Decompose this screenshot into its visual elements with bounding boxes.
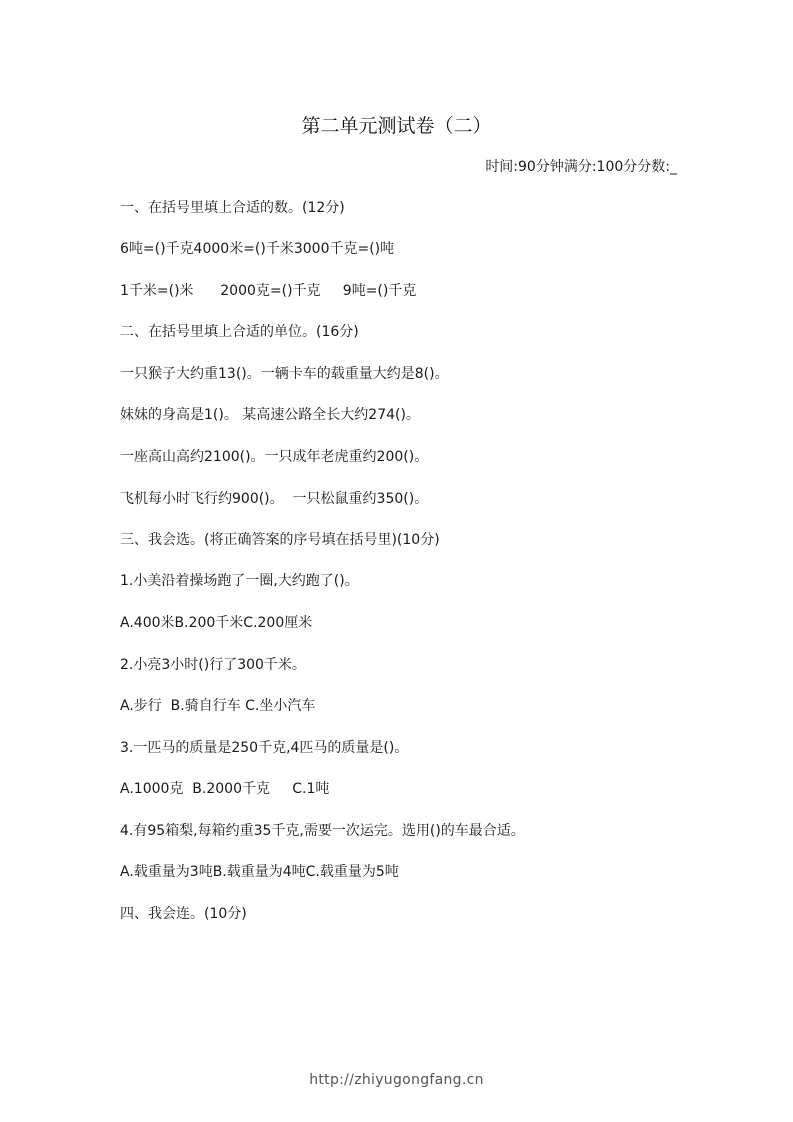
answer-options: A.步行 B.骑自行车 C.坐小汽车 bbox=[120, 698, 316, 714]
section-heading-4: 四、我会连。(10分) bbox=[120, 906, 247, 922]
answer-options: A.载重量为3吨B.载重量为4吨C.载重量为5吨 bbox=[120, 864, 399, 880]
answer-options: A.400米B.200千米C.200厘米 bbox=[120, 615, 313, 631]
footer-url: http://zhiyugongfang.cn bbox=[309, 1072, 484, 1088]
question-line: 2.小亮3小时()行了300千米。 bbox=[120, 657, 306, 673]
question-line: 妹妹的身高是1()。 某高速公路全长大约274()。 bbox=[120, 407, 420, 423]
section-heading-1: 一、在括号里填上合适的数。(12分) bbox=[120, 200, 345, 216]
question-line: 一座高山高约2100()。一只成年老虎重约200()。 bbox=[120, 449, 429, 465]
answer-options: A.1000克 B.2000千克 C.1吨 bbox=[120, 781, 330, 797]
question-line: 3.一匹马的质量是250千克,4匹马的质量是()。 bbox=[120, 740, 409, 756]
question-line: 6吨=()千克4000米=()千米3000千克=()吨 bbox=[120, 241, 395, 257]
section-heading-3: 三、我会选。(将正确答案的序号填在括号里)(10分) bbox=[120, 532, 440, 548]
section-heading-2: 二、在括号里填上合适的单位。(16分) bbox=[120, 324, 359, 340]
question-line: 飞机每小时飞行约900()。 一只松鼠重约350()。 bbox=[120, 491, 429, 507]
page-title: 第二单元测试卷（二） bbox=[301, 115, 492, 137]
question-line: 一只猴子大约重13()。一辆卡车的载重量大约是8()。 bbox=[120, 366, 449, 382]
question-line: 4.有95箱梨,每箱约重35千克,需要一次运完。选用()的车最合适。 bbox=[120, 823, 525, 839]
exam-info: 时间:90分钟满分:100分分数:_ bbox=[485, 159, 677, 175]
question-line: 1.小美沿着操场跑了一圈,大约跑了()。 bbox=[120, 573, 359, 589]
question-line: 1千米=()米 2000克=()千克 9吨=()千克 bbox=[120, 283, 417, 299]
